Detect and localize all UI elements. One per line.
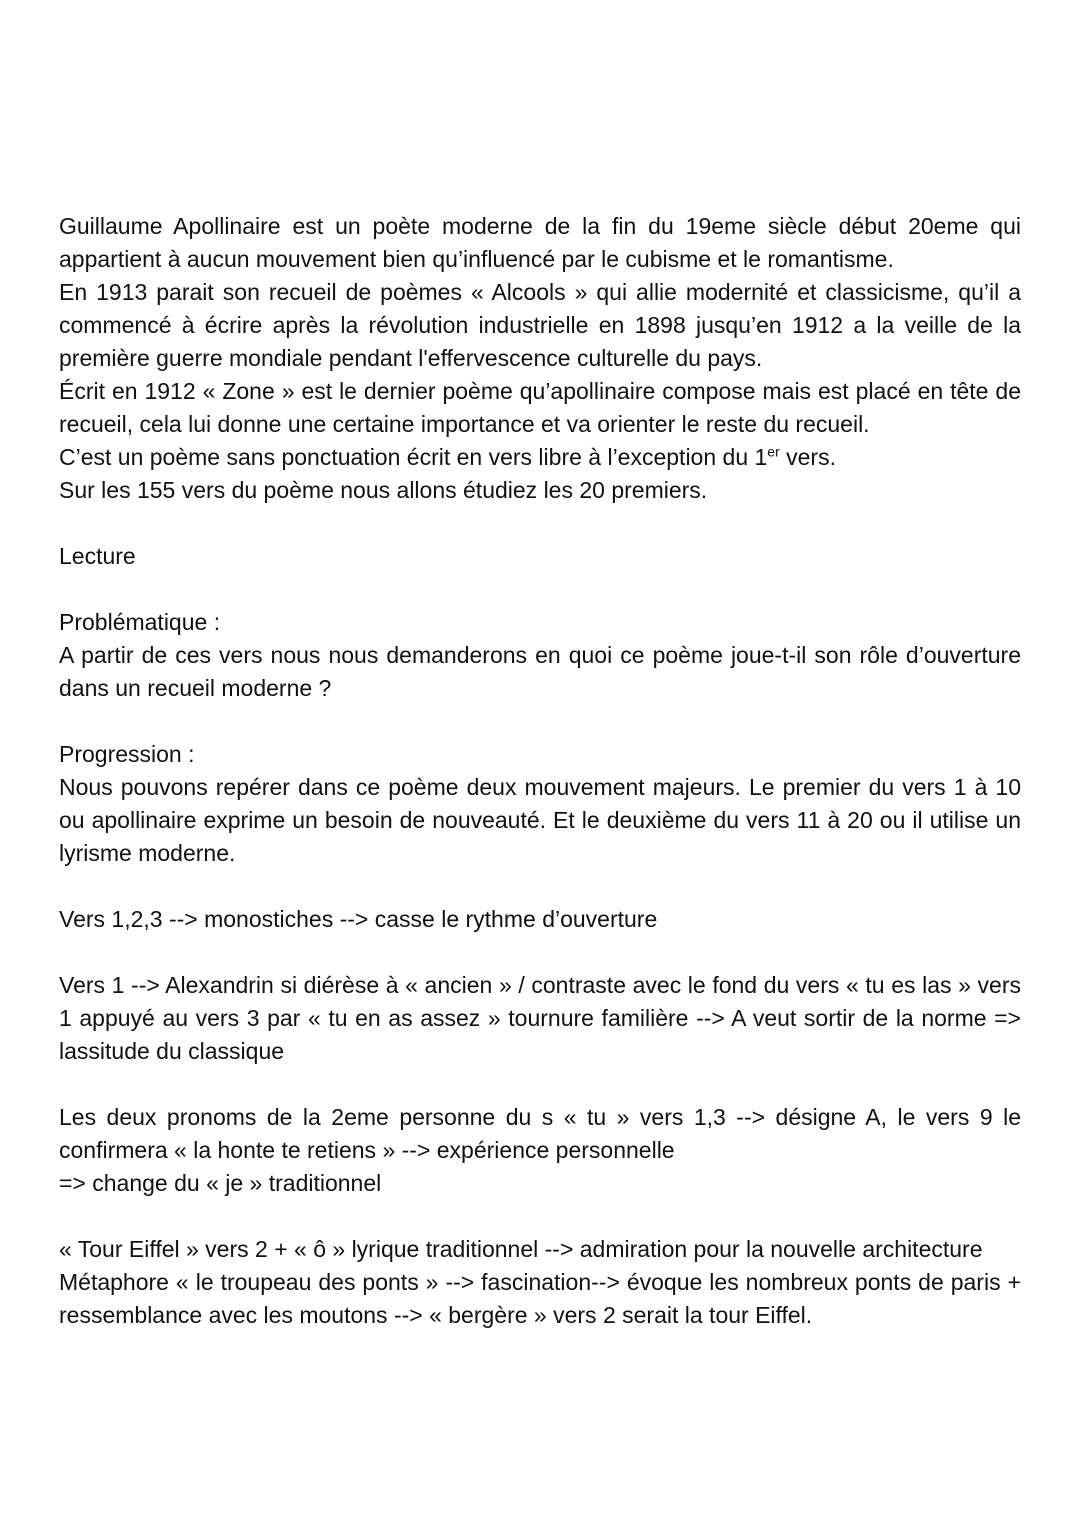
problematique-text: A partir de ces vers nous nous demanderons en quoi ce poème joue-t-il son rôle d’ouverture dans un recueil moderne ?	[59, 642, 1021, 701]
progression-text: Nous pouvons repérer dans ce poème deux mouvement majeurs. Le premier du vers 1 à 10 ou apollinaire exprime un besoin de nouveauté. Et le deuxième du vers 11 à 20 ou il utilise un lyrisme moderne.	[59, 774, 1021, 866]
intro-paragraph-2: En 1913 parait son recueil de poèmes « Alcools » qui allie modernité et classicisme, qu’il a commencé à écrire après la révolution industrielle en 1898 jusqu’en 1912 a la veille de la première guerre mondiale pendant l'effervescence culturelle du pays.	[59, 279, 1021, 371]
pronoms-conclusion: => change du « je » traditionnel	[59, 1170, 382, 1196]
metaphore-text: Métaphore « le troupeau des ponts » --> fascination--> évoque les nombreux ponts de paris + ressemblance avec les moutons --> « bergère » vers 2 serait la tour Eiffel.	[59, 1269, 1021, 1328]
vers-123-section	[59, 903, 1021, 936]
intro-ponctuation-end: vers.	[779, 444, 836, 470]
progression-section	[59, 738, 1021, 870]
intro-paragraph-4	[59, 441, 1021, 474]
tour-eiffel-section	[59, 1233, 1021, 1332]
vers-1-section	[59, 969, 1021, 1068]
problematique-heading: Problématique :	[59, 609, 221, 635]
problematique-section	[59, 606, 1021, 705]
lecture-heading: Lecture	[59, 543, 136, 569]
intro-ponctuation-text: C’est un poème sans ponctuation écrit en vers libre à l’exception du 1	[59, 444, 768, 470]
pronoms-text: Les deux pronoms de la 2eme personne du s « tu » vers 1,3 --> désigne A, le vers 9 le confirmera « la honte te retiens » --> expérience personnelle	[59, 1104, 1021, 1163]
intro-section	[59, 210, 1021, 507]
superscript-er: er	[767, 443, 780, 460]
pronoms-section	[59, 1101, 1021, 1200]
lecture-section	[59, 540, 1021, 573]
vers-1-text: Vers 1 --> Alexandrin si diérèse à « ancien » / contraste avec le fond du vers « tu es las » vers 1 appuyé au vers 3 par « tu en as assez » tournure familière --> A veut sortir de la norme => lassitude du classique	[59, 972, 1021, 1064]
intro-paragraph-1: Guillaume Apollinaire est un poète moderne de la fin du 19eme siècle début 20eme qui appartient à aucun mouvement bien qu’influencé par le cubisme et le romantisme.	[59, 213, 1021, 272]
document-page	[59, 210, 1021, 1332]
tour-eiffel-text: « Tour Eiffel » vers 2 + « ô » lyrique traditionnel --> admiration pour la nouvelle architecture	[59, 1236, 983, 1262]
vers-123-text: Vers 1,2,3 --> monostiches --> casse le rythme d’ouverture	[59, 906, 658, 932]
progression-heading: Progression :	[59, 741, 195, 767]
intro-paragraph-3: Écrit en 1912 « Zone » est le dernier poème qu’apollinaire compose mais est placé en tête de recueil, cela lui donne une certaine importance et va orienter le reste du recueil.	[59, 378, 1021, 437]
intro-paragraph-5: Sur les 155 vers du poème nous allons étudiez les 20 premiers.	[59, 477, 708, 503]
